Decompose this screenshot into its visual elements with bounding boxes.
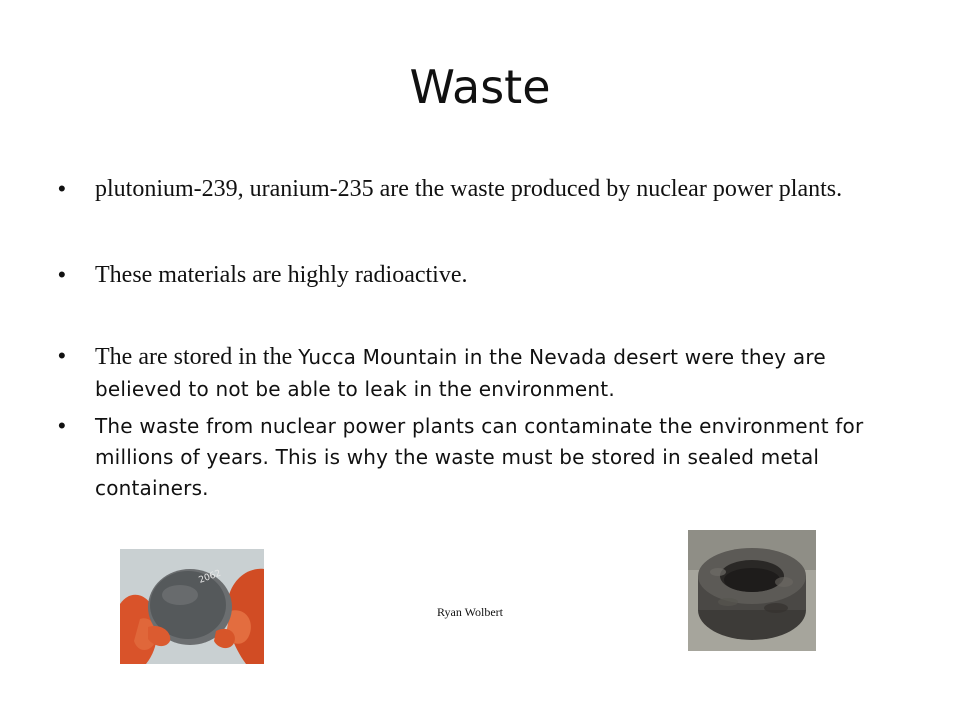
plutonium-disk-photo	[120, 549, 264, 664]
bullet-item	[58, 341, 878, 405]
author-credit: Ryan Wolbert	[437, 605, 503, 619]
plutonium-disk-illustration	[120, 549, 264, 664]
bullet-marker: •	[58, 262, 66, 287]
bullet-marker: •	[58, 413, 66, 438]
bullet-text-sans-part: Yucca Mountain in the Nevada desert were they are believed to not be able to leak in the environment.	[95, 345, 826, 401]
plutonium-ring-photo	[688, 530, 816, 651]
bullet-item	[58, 260, 878, 291]
bullet-text: These materials are highly radioactive.	[95, 262, 468, 288]
slide-title: Waste	[409, 60, 551, 114]
disk-label: 2062	[197, 568, 223, 586]
bullet-marker: •	[58, 343, 66, 368]
bullet-text-serif-part: The are stored in the	[95, 344, 299, 370]
plutonium-ring-illustration	[688, 530, 816, 651]
bullet-text: plutonium-239, uranium-235 are the waste produced by nuclear power plants.	[95, 176, 843, 202]
bullet-text	[95, 341, 878, 405]
bullet-text: The waste from nuclear power plants can contaminate the environment for millions of years. This is why the waste must be stored in sealed metal containers.	[95, 414, 864, 500]
bullet-marker: •	[58, 176, 66, 201]
bullet-list	[58, 174, 878, 504]
bullet-item	[58, 411, 878, 504]
bullet-item	[58, 174, 878, 205]
